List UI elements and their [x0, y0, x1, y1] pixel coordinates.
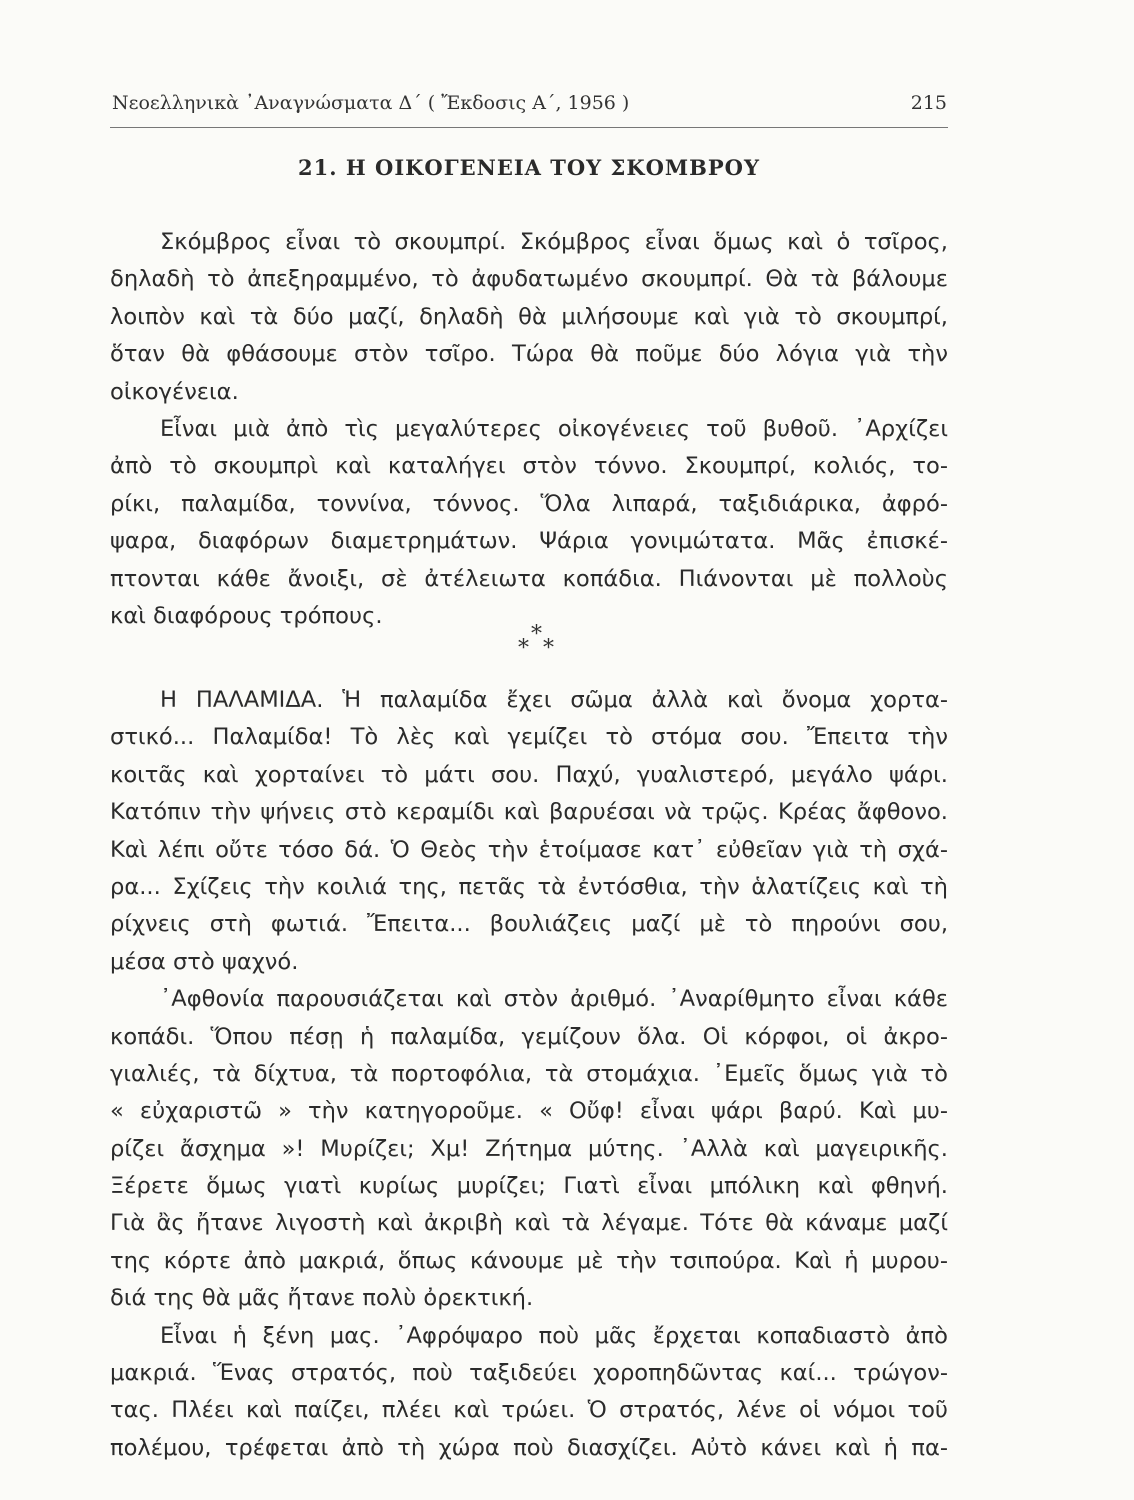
page-number: 215 [910, 92, 947, 114]
text-line: Ξέρετε ὅμως γιατὶ κυρίως μυρίζει; Γιατὶ εἶναι μπόλικη καὶ φθηνή. [110, 1173, 948, 1200]
text-line: στικό... Παλαμίδα! Τὸ λὲς καὶ γεμίζει τὸ στόμα σου. Ἔπειτα τὴν [110, 724, 948, 751]
text-line: καὶ διαφόρους τρόπους. [110, 602, 383, 629]
text-line: ὅταν θὰ φθάσουμε στὸν τσῖρο. Τώρα θὰ ποῦμε δύο λόγια γιὰ τὴν [110, 341, 948, 368]
text-line: κοπάδι. Ὅπου πέσῃ ἡ παλαμίδα, γεμίζουν ὅλα. Οἱ κόρφοι, οἱ ἀκρο- [110, 1023, 948, 1050]
text-line: ρίκι, παλαμίδα, τοννίνα, τόννος. Ὅλα λιπαρά, ταξιδιάρικα, ἀφρό- [110, 490, 948, 517]
text-line: κοιτᾶς καὶ χορταίνει τὸ μάτι σου. Παχύ, γυαλιστερό, μεγάλο ψάρι. [110, 761, 948, 788]
text-line: πολέμου, τρέφεται ἀπὸ τὴ χώρα ποὺ διασχίζει. Αὐτὸ κάνει καὶ ἡ πα- [110, 1434, 948, 1461]
source-citation: Νεοελληνικὰ ᾿Αναγνώσματα Δ΄ ( Ἔκδοσις Α΄, 1956 ) [112, 92, 630, 114]
text-line: Σκόμβρος εἶναι τὸ σκουμπρί. Σκόμβρος εἶναι ὅμως καὶ ὁ τσῖρος, [160, 229, 948, 255]
text-line: μέσα στὸ ψαχνό. [110, 948, 299, 975]
text-line: γιαλιές, τὰ δίχτυα, τὰ πορτοφόλια, τὰ στομάχια. ᾿Εμεῖς ὅμως γιὰ τὸ [110, 1060, 948, 1087]
text-line: Εἶναι ἡ ξένη μας. ᾿Αφρόψαρο ποὺ μᾶς ἔρχεται κοπαδιαστὸ ἀπὸ [160, 1322, 948, 1349]
text-line: της κόρτε ἀπὸ μακριά, ὅπως κάνουμε μὲ τὴν τσιπούρα. Καὶ ἡ μυρου- [110, 1247, 948, 1274]
running-head [112, 92, 947, 114]
section-intro [110, 224, 948, 635]
text-line: μακριά. Ἕνας στρατός, ποὺ ταξιδεύει χοροπηδῶντας καί... τρώγον- [110, 1360, 948, 1387]
text-line: ρίχνεις στὴ φωτιά. Ἔπειτα... βουλιάζεις μαζί μὲ τὸ πηρούνι σου, [110, 911, 948, 938]
text-line: πτονται κάθε ἄνοιξι, σὲ ἀτέλειωτα κοπάδια. Πιάνονται μὲ πολλοὺς [110, 565, 948, 592]
text-line: ψαρα, διαφόρων διαμετρημάτων. Ψάρια γονιμώτατα. Μᾶς ἐπισκέ- [110, 528, 948, 555]
text-line: ρα... Σχίζεις τὴν κοιλιά της, πετᾶς τὰ ἐντόσθια, τὴν ἁλατίζεις καὶ τὴ [110, 873, 948, 900]
divider-star: * [543, 636, 554, 661]
text-line: δηλαδὴ τὸ ἀπεξηραμμένο, τὸ ἀφυδατωμένο σκουμπρί. Θὰ τὰ βάλουμε [110, 266, 948, 293]
text-line: Κατόπιν τὴν ψήνεις στὸ κεραμίδι καὶ βαρυέσαι νὰ τρῷς. Κρέας ἄφθονο. [110, 799, 948, 826]
text-line: ἀπὸ τὸ σκουμπρὶ καὶ καταλήγει στὸν τόννο. Σκουμπρί, κολιός, το- [110, 453, 948, 480]
header-rule [110, 127, 948, 128]
section-palamida [110, 682, 948, 1467]
text-line: Εἶναι μιὰ ἀπὸ τὶς μεγαλύτερες οἰκογένειες τοῦ βυθοῦ. ᾿Αρχίζει [160, 415, 948, 442]
text-line: λοιπὸν καὶ τὰ δύο μαζί, δηλαδὴ θὰ μιλήσουμε καὶ γιὰ τὸ σκουμπρί, [110, 303, 948, 330]
text-line: « εὐχαριστῶ » τὴν κατηγοροῦμε. « Οὔφ! εἶναι ψάρι βαρύ. Καὶ μυ- [110, 1098, 948, 1125]
divider-star: * [518, 636, 529, 661]
chapter-title: 21. Η ΟΙΚΟΓΕΝΕΙΑ ΤΟΥ ΣΚΟΜΒΡΟΥ [298, 155, 760, 180]
text-line: ᾿Αφθονία παρουσιάζεται καὶ στὸν ἀριθμό. ᾿Αναρίθμητο εἶναι κάθε [160, 986, 948, 1013]
section-divider [0, 622, 1134, 662]
text-line: οἰκογένεια. [110, 378, 239, 405]
divider-star: * [531, 622, 542, 647]
text-line: Καὶ λέπι οὔτε τόσο δά. Ὁ Θεὸς τὴν ἑτοίμασε κατ᾿ εὐθεῖαν γιὰ τὴ σχά- [110, 836, 948, 863]
text-line: τας. Πλέει καὶ παίζει, πλέει καὶ τρώει. Ὁ στρατός, λένε οἱ νόμοι τοῦ [110, 1397, 948, 1424]
text-line: Η ΠΑΛΑΜΙΔΑ. Ἡ παλαμίδα ἔχει σῶμα ἀλλὰ καὶ ὄνομα χορτα- [160, 687, 948, 713]
text-line: διά της θὰ μᾶς ἤτανε πολὺ ὀρεκτική. [110, 1285, 534, 1312]
text-line: ρίζει ἄσχημα »! Μυρίζει; Χμ! Ζήτημα μύτης. ᾿Αλλὰ καὶ μαγειρικῆς. [110, 1135, 948, 1162]
text-line: Γιὰ ἂς ἤτανε λιγοστὴ καὶ ἀκριβὴ καὶ τὰ λέγαμε. Τότε θὰ κάναμε μαζί [110, 1210, 948, 1237]
